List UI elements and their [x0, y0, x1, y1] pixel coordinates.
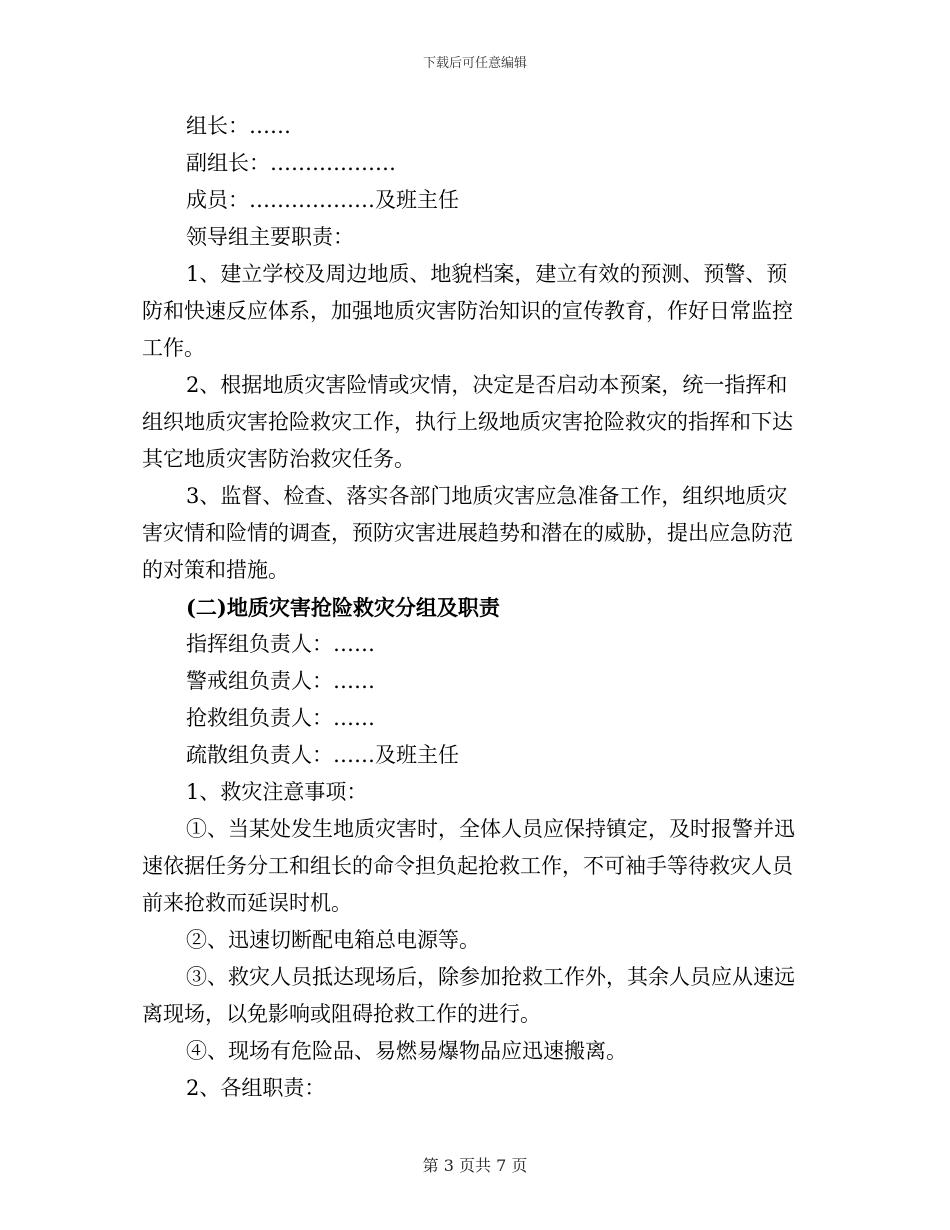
leadership-duties-heading: 领导组主要职责： — [186, 225, 354, 249]
page-header: 下载后可任意编辑 — [422, 56, 527, 71]
section-heading: (二)地质灾害抢险救灾分组及职责 — [186, 595, 500, 620]
duty-item-3: 3、监督、检查、落实各部门地质灾害应急准备工作，组织地质灾害灾情和险情的调查，预防灾害进展趋势和潜在的威胁，提出应急防范的对策和措施。 — [142, 484, 793, 582]
precaution-item-3: ③、救灾人员抵达现场后，除参加抢救工作外，其余人员应从速远离现场，以免影响或阻碍抢救工作的进行。 — [142, 965, 795, 1026]
command-group-line: 指挥组负责人：…… — [186, 632, 375, 656]
page-footer: 第 3 页共 7 页 — [422, 1156, 528, 1175]
duty-item-1: 1、建立学校及周边地质、地貌档案，建立有效的预测、预警、预防和快速反应体系，加强地质灾害防治知识的宣传教育，作好日常监控工作。 — [142, 262, 793, 360]
alert-group-line: 警戒组负责人：…… — [186, 669, 375, 693]
precaution-item-1: ①、当某处发生地质灾害时，全体人员应保持镇定，及时报警并迅速依据任务分工和组长的命令担负起抢救工作，不可袖手等待救灾人员前来抢救而延误时机。 — [142, 817, 795, 915]
rescue-group-line: 抢救组负责人：…… — [186, 706, 375, 730]
precaution-item-4: ④、现场有危险品、易燃易爆物品应迅速搬离。 — [186, 1039, 627, 1063]
deputy-leader-line: 副组长：……………… — [186, 151, 396, 175]
members-line: 成员：………………及班主任 — [186, 188, 459, 212]
precaution-item-2: ②、迅速切断配电箱总电源等。 — [186, 928, 480, 952]
evacuation-group-line: 疏散组负责人：……及班主任 — [186, 743, 459, 767]
precautions-heading: 1、救灾注意事项： — [186, 780, 368, 804]
leader-line: 组长：…… — [186, 114, 291, 138]
document-body — [142, 108, 808, 1107]
duty-item-2: 2、根据地质灾害险情或灾情，决定是否启动本预案，统一指挥和组织地质灾害抢险救灾工作，执行上级地质灾害抢险救灾的指挥和下达其它地质灾害防治救灾任务。 — [142, 373, 793, 471]
group-duties-heading: 2、各组职责： — [186, 1076, 326, 1100]
